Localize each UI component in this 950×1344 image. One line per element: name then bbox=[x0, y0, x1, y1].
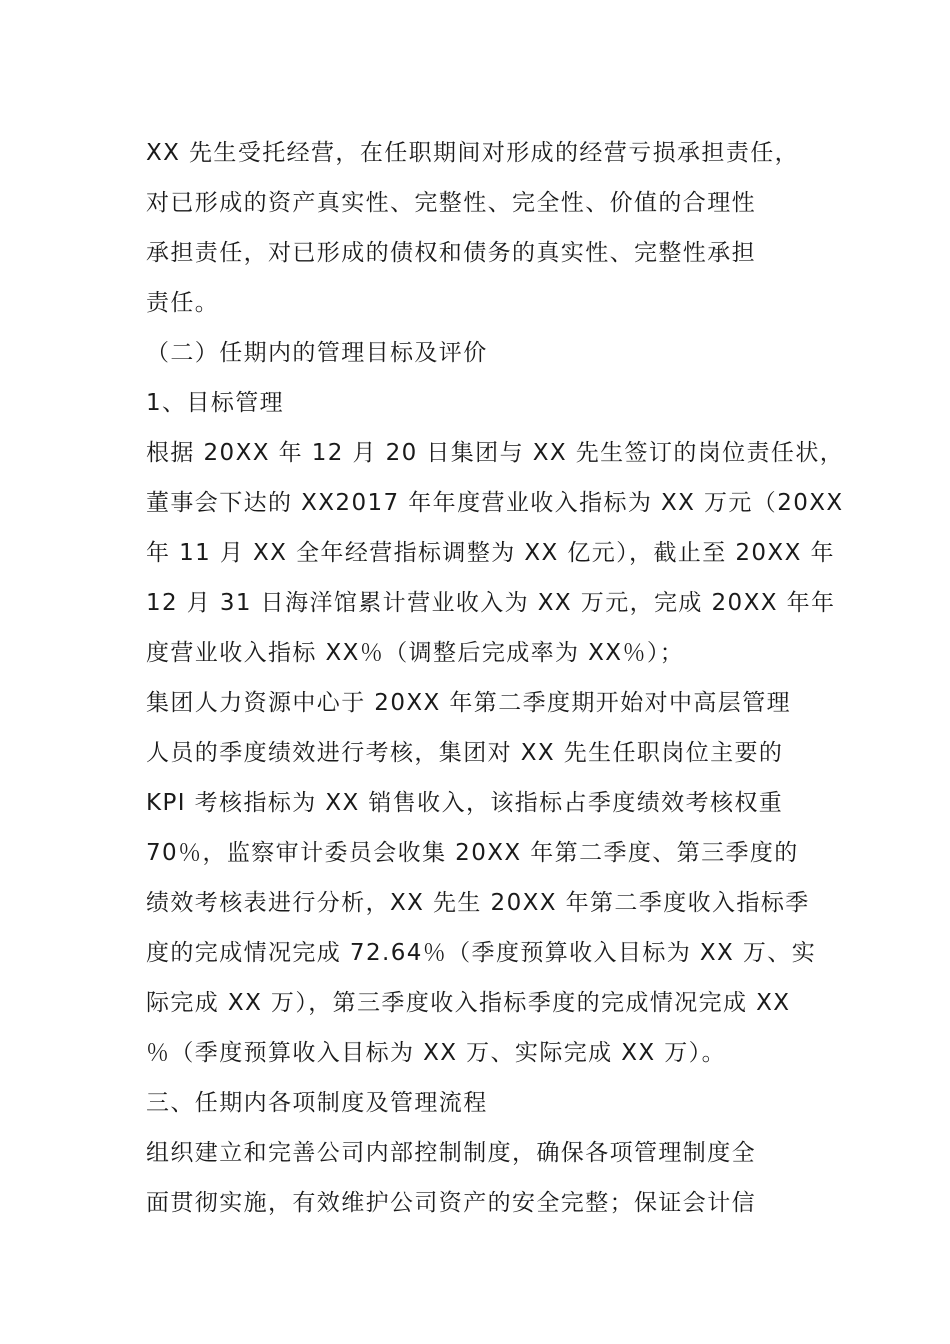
text-line: 际完成 XX 万），第三季度收入指标季度的完成情况完成 XX bbox=[146, 990, 791, 1016]
text-line: 承担责任，对已形成的债权和债务的真实性、完整性承担 bbox=[146, 240, 756, 266]
text-line: ％（季度预算收入目标为 XX 万、实际完成 XX 万）。 bbox=[146, 1040, 726, 1066]
text-line: 度营业收入指标 XX％（调整后完成率为 XX％）； bbox=[146, 640, 685, 666]
text-line: XX 先生受托经营，在任职期间对形成的经营亏损承担责任， bbox=[146, 140, 800, 166]
text-line: KPI 考核指标为 XX 销售收入，该指标占季度绩效考核权重 bbox=[146, 790, 784, 816]
text-line: 根据 20XX 年 12 月 20 日集团与 XX 先生签订的岗位责任状， bbox=[146, 440, 845, 466]
section-heading: （二）任期内的管理目标及评价 bbox=[146, 340, 488, 366]
text-line: 董事会下达的 XX2017 年年度营业收入指标为 XX 万元（20XX bbox=[146, 490, 844, 516]
text-line: 70％，监察审计委员会收集 20XX 年第二季度、第三季度的 bbox=[146, 840, 799, 866]
text-line: 人员的季度绩效进行考核，集团对 XX 先生任职岗位主要的 bbox=[146, 740, 784, 766]
text-line: 面贯彻实施，有效维护公司资产的安全完整；保证会计信 bbox=[146, 1190, 756, 1216]
text-line: 12 月 31 日海洋馆累计营业收入为 XX 万元，完成 20XX 年年 bbox=[146, 590, 836, 616]
text-line: 责任。 bbox=[146, 290, 220, 316]
text-line: 集团人力资源中心于 20XX 年第二季度期开始对中高层管理 bbox=[146, 690, 792, 716]
section-heading: 三、任期内各项制度及管理流程 bbox=[146, 1090, 488, 1116]
text-line: 绩效考核表进行分析，XX 先生 20XX 年第二季度收入指标季 bbox=[146, 890, 810, 916]
text-line: 组织建立和完善公司内部控制制度，确保各项管理制度全 bbox=[146, 1140, 756, 1166]
subsection-heading: 1、目标管理 bbox=[146, 390, 285, 416]
text-line: 对已形成的资产真实性、完整性、完全性、价值的合理性 bbox=[146, 190, 756, 216]
text-line: 度的完成情况完成 72.64％（季度预算收入目标为 XX 万、实 bbox=[146, 940, 817, 966]
text-line: 年 11 月 XX 全年经营指标调整为 XX 亿元），截止至 20XX 年 bbox=[146, 540, 835, 566]
document-body bbox=[146, 128, 845, 1228]
